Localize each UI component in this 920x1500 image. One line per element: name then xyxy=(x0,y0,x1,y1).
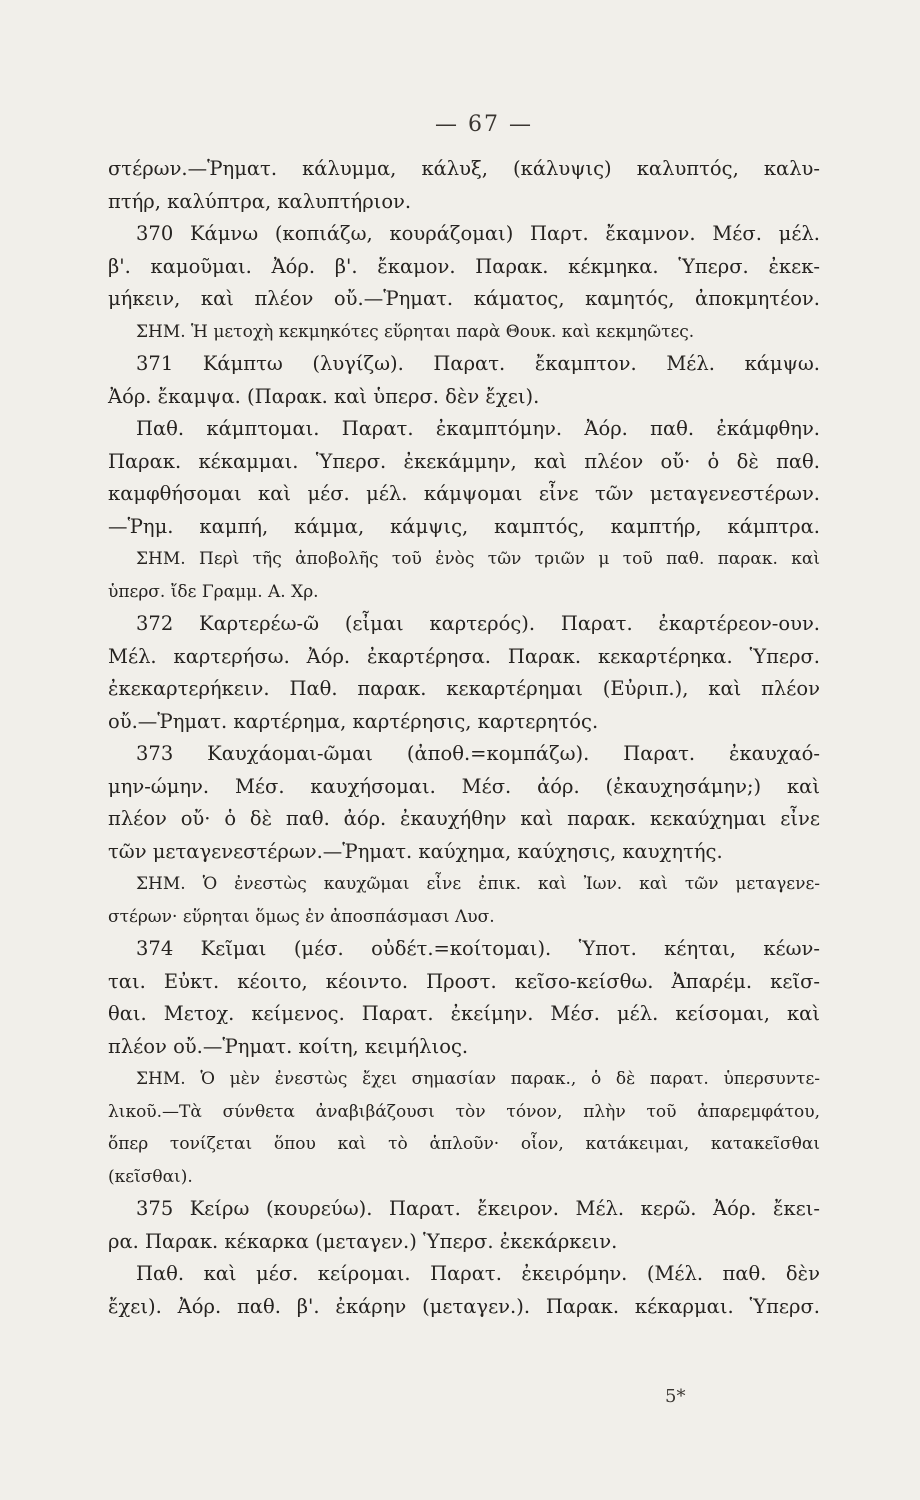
text-line: πτήρ, καλύπτρα, καλυπτήριον. xyxy=(108,189,412,213)
text-line: ΣΗΜ. Ὁ ἐνεστὼς καυχῶμαι εἶνε ἐπικ. καὶ Ἰων. καὶ τῶν μεταγενε- xyxy=(136,874,820,894)
text-line: μήκειν, καὶ πλέον οὔ.—Ῥηματ. κάματος, καμητός, ἀποκμητέον. xyxy=(108,287,820,310)
text-line: ΣΗΜ. Ὁ μὲν ἐνεστὼς ἔχει σημασίαν παρακ., ὁ δὲ παρατ. ὑπερσυντε- xyxy=(136,1069,820,1089)
text-line: ἔχει). Ἀόρ. παθ. β'. ἐκάρην (μεταγεν.). Παρακ. κέκαρμαι. Ὑπερσ. xyxy=(108,1294,820,1318)
text-line: ὅπερ τονίζεται ὅπου καὶ τὸ ἁπλοῦν· οἷον, κατάκειμαι, κατακεῖσθαι xyxy=(108,1134,820,1154)
text-line: ὑπερσ. ἴδε Γραμμ. Α. Χρ. xyxy=(108,581,319,602)
page-number: — 67 — xyxy=(435,112,533,137)
text-line: 373 Καυχάομαι-ῶμαι (ἀποθ.=κομπάζω). Παρατ. ἐκαυχαό- xyxy=(136,742,820,765)
text-line: ἐκεκαρτερήκειν. Παθ. παρακ. κεκαρτέρημαι (Εὐριπ.), καὶ πλέον xyxy=(108,677,820,700)
text-line: μην-ώμην. Μέσ. καυχήσομαι. Μέσ. ἀόρ. (ἐκαυχησάμην;) καὶ xyxy=(108,774,820,798)
text-line: καμφθήσομαι καὶ μέσ. μέλ. κάμψομαι εἶνε τῶν μεταγενεστέρων. xyxy=(108,482,820,505)
text-line: 370 Κάμνω (κοπιάζω, κουράζομαι) Παρτ. ἔκαμνον. Μέσ. μέλ. xyxy=(136,222,820,245)
text-line: Ἀόρ. ἔκαμψα. (Παρακ. καὶ ὑπερσ. δὲν ἔχει). xyxy=(108,384,540,408)
text-line: θαι. Μετοχ. κείμενος. Παρατ. ἐκείμην. Μέσ. μέλ. κείσομαι, καὶ xyxy=(108,1002,820,1025)
text-body xyxy=(108,153,820,1323)
text-line: πλέον οὔ· ὁ δὲ παθ. ἀόρ. ἐκαυχήθην καὶ παρακ. κεκαύχημαι εἶνε xyxy=(108,807,820,830)
text-line: Παθ. κάμπτομαι. Παρατ. ἐκαμπτόμην. Ἀόρ. παθ. ἐκάμφθην. xyxy=(136,417,820,440)
text-line: —Ῥημ. καμπή, κάμμα, κάμψις, καμπτός, καμπτήρ, κάμπτρα. xyxy=(108,514,820,538)
text-line: β'. καμοῦμαι. Ἀόρ. β'. ἔκαμον. Παρακ. κέκμηκα. Ὑπερσ. ἐκεκ- xyxy=(108,254,820,278)
text-line: τῶν μεταγενεστέρων.—Ῥηματ. καύχημα, καύχησις, καυχητής. xyxy=(108,839,723,863)
text-line: 371 Κάμπτω (λυγίζω). Παρατ. ἔκαμπτον. Μέλ. κάμψω. xyxy=(136,352,820,375)
printer-signature-mark: 5* xyxy=(665,1386,686,1407)
text-line: ται. Εὐκτ. κέοιτο, κέοιντο. Προστ. κεῖσο-κείσθω. Ἀπαρέμ. κεῖσ- xyxy=(108,969,820,993)
text-line: 372 Καρτερέω-ῶ (εἶμαι καρτερός). Παρατ. ἐκαρτέρεον-ουν. xyxy=(136,612,820,635)
text-line: 374 Κεῖμαι (μέσ. οὐδέτ.=κοίτομαι). Ὑποτ. κέηται, κέων- xyxy=(136,937,820,960)
text-line: Μέλ. καρτερήσω. Ἀόρ. ἐκαρτέρησα. Παρακ. κεκαρτέρηκα. Ὑπερσ. xyxy=(108,644,820,668)
text-line: ρα. Παρακ. κέκαρκα (μεταγεν.) Ὑπερσ. ἐκεκάρκειν. xyxy=(108,1229,618,1253)
text-line: (κεῖσθαι). xyxy=(108,1166,193,1187)
text-line: Παθ. καὶ μέσ. κείρομαι. Παρατ. ἐκειρόμην. (Μέλ. παθ. δὲν xyxy=(136,1262,820,1285)
text-line: στέρων· εὕρηται ὅμως ἐν ἀποσπάσμασι Λυσ. xyxy=(108,906,495,927)
text-line: λικοῦ.—Τὰ σύνθετα ἀναβιβάζουσι τὸν τόνον, πλὴν τοῦ ἀπαρεμφάτου, xyxy=(108,1101,820,1122)
text-line: Παρακ. κέκαμμαι. Ὑπερσ. ἐκεκάμμην, καὶ πλέον οὔ· ὁ δὲ παθ. xyxy=(108,449,820,473)
text-line: πλέον οὔ.—Ῥηματ. κοίτη, κειμήλιος. xyxy=(108,1034,469,1058)
text-line: στέρων.—Ῥηματ. κάλυμμα, κάλυξ, (κάλυψις) καλυπτός, καλυ- xyxy=(108,157,820,180)
text-line: 375 Κείρω (κουρεύω). Παρατ. ἔκειρον. Μέλ. κερῶ. Ἀόρ. ἔκει- xyxy=(136,1197,820,1220)
text-line: ΣΗΜ. Περὶ τῆς ἀποβολῆς τοῦ ἑνὸς τῶν τριῶν μ τοῦ παθ. παρακ. καὶ xyxy=(136,549,820,569)
text-line: οὔ.—Ῥηματ. καρτέρημα, καρτέρησις, καρτερητός. xyxy=(108,709,599,733)
text-line: ΣΗΜ. Ἡ μετοχὴ κεκμηκότες εὕρηται παρὰ Θουκ. καὶ κεκμηῶτες. xyxy=(136,321,695,342)
